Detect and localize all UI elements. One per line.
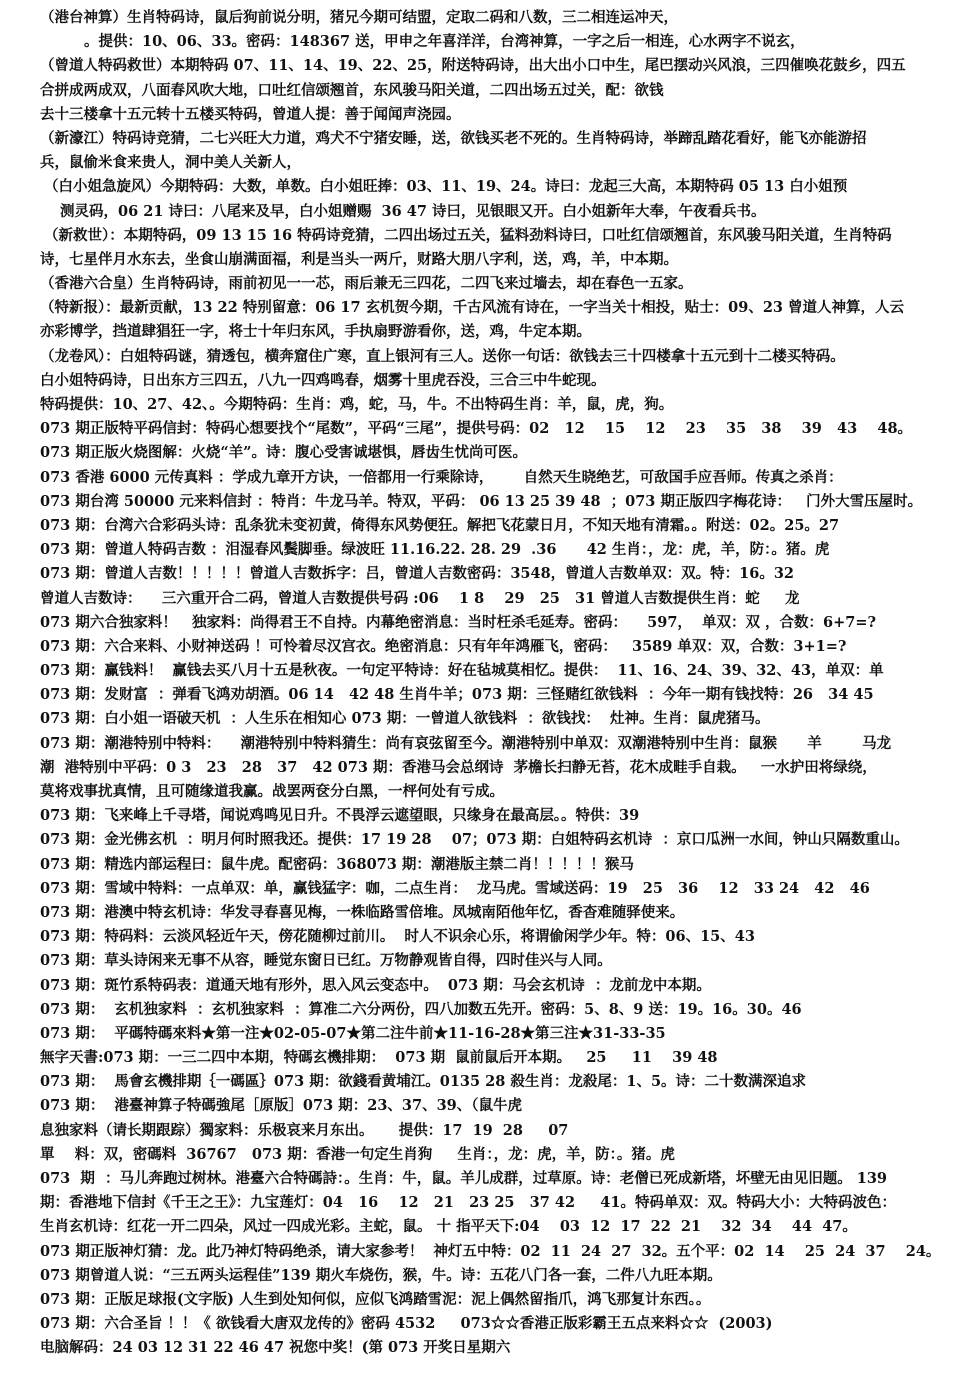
text-line: 073 期：白小姐一语破天机 ：人生乐在相知心 073 期：一曾道人欲钱料 ：欲钱找： 灶神。生肖：鼠虎猪马。: [40, 710, 770, 728]
text-line: 073 期：斑竹系特码表：道通天地有形外，思入风云变态中。 073 期：马会玄机诗 ：龙前龙中本期。: [40, 976, 711, 994]
text-line: 073 期： 馬會玄機排期｛一碼區｝073 期：欲錢看黄埔江。0135 28 殺生肖：龙殺尾：1、5。诗：二十数满深追求: [40, 1073, 807, 1091]
text-line: 去十三楼拿十五元转十五楼买特码，曾道人提：善于闻闻声浇园。: [40, 105, 461, 123]
text-line: 073 期：六合圣旨 ！！《 欲钱看大唐双龙传的》密码 4532 073☆☆香港正版彩霸王五点来料☆☆ (2003): [40, 1315, 773, 1333]
text-line: 电脑解码：24 03 12 31 22 46 47 祝您中奖！(第 073 开奖日星期六: [40, 1339, 511, 1357]
text-line: 合拼成两成双，八面春风吹大地，口吐红信颂翘首，东风骏马阳关道，二四出场五过关，配：欲钱: [40, 81, 664, 99]
text-line: 073 香港 6000 元传真料 ：学成九章开方诀，一倍都用一行乘除诗， 自然天生晓绝艺，可敌国手应吾师。传真之杀肖：: [40, 468, 843, 486]
text-line: 。提供：10、06、33。密码：148367 送，甲申之年喜洋洋，台湾神算，一字之后一相连，心水两字不说玄，: [84, 33, 805, 51]
text-line: 073 期正版神灯猜：龙。此乃神灯特码绝杀，请大家参考！ 神灯五中特：02 11 24 27 32。五个平：02 14 25 24 37 24。: [40, 1242, 941, 1260]
text-line: 兵，鼠偷米食来贵人，洞中美人关新人，: [40, 154, 301, 172]
text-line: 073 期：金光佛玄机 ：明月何时照我还。提供：17 19 28 07；073 期：白姐特码玄机诗 ：京口瓜洲一水间，钟山只隔数重山。: [40, 831, 909, 849]
text-line: （港台神算）生肖特码诗，鼠后狗前说分明，猪兄今期可结盟，定取二码和八数，三二相连运冲天，: [40, 9, 678, 26]
text-line: 073 期正版特平码信封：特码心想要找个“尾数”，平码“三尾”，提供号码：02 12 15 12 23 35 38 39 43 48。: [40, 420, 913, 438]
text-line: （新濠江）特码诗竞猜，二七兴旺大力道，鸡犬不宁猪安睡，送，欲钱买老不死的。生肖特码诗，举蹄乱踏花看好，能飞亦能游招: [40, 129, 867, 147]
text-line: （新救世）：本期特码，09 13 15 16 特码诗竞猜，二四出场过五关，猛料劲料诗曰，口吐红信颂翘首，东风骏马阳关道，生肖特码: [44, 226, 892, 244]
text-line: （特新报）：最新贡献，13 22 特别留意：06 17 玄机贺今期，千古风流有诗在，一字当关十相投，贴士：09、23 曾道人神算，人云: [40, 299, 905, 317]
text-line: 073 期 ：马儿奔跑过树林。港臺六合特碼詩：。生肖：牛，鼠。羊儿成群，过草原。诗：老僧已死成新塔，坏壁无由见旧题。 139: [40, 1170, 888, 1187]
document-page: [0, 6, 976, 1386]
text-line: 073 期： 港臺神算子特碼強尾［原版］073 期：23、37、39、（鼠牛虎: [40, 1097, 523, 1115]
text-line: 073 期：雪域中特料：一点单双：单，赢钱猛字：咖，二点生肖： 龙马虎。雪域送码：19 25 36 12 33 24 42 46: [40, 879, 870, 897]
text-line: 潮 港特别中平码：0 3 23 28 37 42 073 期：香港马会总纲诗 茅檐长扫静无苔，花木成畦手自栽。 一水护田将绿绕，: [40, 758, 877, 776]
text-line: 莫将戏事扰真情，且可随缘道我赢。战罢两奁分白黑，一枰何处有亏成。: [40, 783, 504, 800]
text-line: 曾道人吉数诗： 三六重开合二码，曾道人吉数提供号码 :06 1 8 29 25 31 曾道人吉数提供生肖：蛇 龙: [40, 589, 800, 607]
text-line: 期：香港地下信封《千王之王》：九宝莲灯：04 16 12 21 23 25 37 42 41。特码单双：双。特码大小：大特码波色：: [40, 1194, 896, 1212]
text-line: 特码提供：10、27、42、。今期特码：生肖：鸡，蛇，马，牛。不出特码生肖：羊，鼠，虎，狗。: [40, 396, 674, 413]
text-line: 073 期台湾 50000 元来料信封 ：特肖：牛龙马羊。特双，平码： 06 13 25 39 48 ；073 期正版四字梅花诗： 门外大雪压屋时。: [40, 492, 923, 510]
text-line: 073 期：六合来料、小财神送码 ！可怜着尽汉宫衣。绝密消息：只有年年鸿雁飞，密码： 3589 单双：双，合数：3+1=?: [40, 637, 847, 655]
text-line: 073 期：发财富 ：弹看飞鸿劝胡酒。06 14 42 48 生肖牛羊；073 期：三怪赌红欲钱料 ：今年一期有钱找特：26 34 45: [40, 686, 874, 704]
text-line: 073 期：特码料：云淡风轻近午天，傍花随柳过前川。 时人不识余心乐，将谓偷闲学少年。特：06、15、43: [40, 928, 755, 946]
text-line: 息独家料（请长期跟踪）獨家料：乐极哀来月东出。 提供：17 19 28 07: [40, 1121, 569, 1139]
text-line: （龙卷风）：白姐特码谜，猜透包，横奔窟住广寒，直上银河有三人。送你一句话：欲钱去三十四楼拿十五元到十二楼买特码。: [40, 347, 845, 365]
text-line: 單 料：双，密碼料 36767 073 期：香港一句定生肖狗 生肖：，龙：虎，羊，防：。猪。虎: [40, 1145, 675, 1163]
text-line: 073 期：精选内部运程曰：鼠牛虎。配密码：368073 期：潮港版主禁二肖！！！！！猴马: [40, 855, 634, 873]
text-line: 073 期：潮港特别中特料： 潮港特别中特料猜生：尚有哀弦留至今。潮港特别中单双：双潮港特别中生肖：鼠猴 羊 马龙: [40, 734, 892, 752]
text-line: 無字天書:073 期：一三二四中本期，特碼玄機排期： 073 期 鼠前鼠后开本期。 25 11 39 48: [40, 1049, 718, 1067]
text-line: 073 期：正版足球报(文字版) 人生到处知何似，应似飞鸿踏雪泥：泥上偶然留指爪，鸿飞那复计东西。。: [40, 1290, 711, 1308]
text-line: 073 期：曾道人特码吉数 ：泪湿春风鬓脚垂。绿波旺 11.16.22. 28. 29 .36 42 生肖：，龙：虎，羊，防：。猪。虎: [40, 541, 830, 559]
text-line: 073 期曾道人说：“三五两头运程佳”139 期火车烧伤，猴，牛。诗：五花八门各一套，二件八九旺本期。: [40, 1266, 722, 1284]
text-line: 073 期：飞来峰上千寻塔，闻说鸡鸣见日升。不畏浮云遮望眼，只缘身在最高层。。特供：39: [40, 807, 640, 825]
text-line: 073 期： 玄机独家料 ：玄机独家料 ：算准二六分两份，四八加数五先开。密码：5、8、9 送：19。16。30。46: [40, 1000, 802, 1018]
text-line: （白小姐急旋风）今期特码：大数，单数。白小姐旺捧：03、11、19、24。诗曰：龙起三大高，本期特码 05 13 白小姐预: [44, 178, 848, 196]
text-line: 073 期：台湾六合彩码头诗：乱条犹未变初黄，倚得东风势便狂。解把飞花蒙日月，不知天地有清霜。。附送：02。25。27: [40, 516, 840, 534]
text-line: 诗，七星伴月水东去，坐食山崩满面福，利是当头一两斤，财路大朋八字利，送，鸡，羊，中本期。: [40, 250, 678, 268]
text-line: 073 期： 平碼特碼來料★第一注★02-05-07★第二注牛前★11-16-28★第三注★31-33-35: [40, 1024, 666, 1042]
text-line: （香港六合皇）生肖特码诗，雨前初见一一芯，雨后兼无三四花，二四飞来过墙去，却在春色一五家。: [40, 275, 693, 293]
text-line: 073 期：赢钱料！ 赢钱去买八月十五是秋夜。一句定平特诗：好在毡城莫相忆。提供： 11、16、24、39、32、43，单双：单: [40, 662, 884, 680]
text-line: 生肖玄机诗：红花一开二四朵，风过一四成光彩。主蛇，鼠。 十 指平天下:04 03 12 17 22 21 32 34 44 47。: [40, 1218, 857, 1236]
text-line: 白小姐特码诗，日出东方三四五，八九一四鸡鸣春，烟雾十里虎吞没，三合三中牛蛇现。: [40, 371, 606, 389]
text-line: 073 期六合独家料！ 独家料：尚得君王不自持。内幕绝密消息：当时枉杀毛延寿。密码： 597， 单双：双 ，合数：6+7=?: [40, 613, 877, 631]
text-line: 073 期正版火烧图解：火烧“羊”。诗：腹心受害诚堪惧，唇齿生忧尚可医。: [40, 444, 527, 462]
text-line: 亦彩博学，挡道肆猖狂一字，将士十年归东风，手执扇野游看你，送，鸡，牛定本期。: [40, 323, 591, 341]
text-line: 073 期：曾道人吉数！！！！！曾道人吉数拆字：吕，曾道人吉数密码：3548，曾道人吉数单双：双。特：16。32: [40, 565, 795, 583]
text-line: 073 期：港澳中特玄机诗：华发寻春喜见梅，一株临路雪倍堆。凤城南陌他年忆，香杳难随驿使来。: [40, 903, 685, 921]
text-line: 073 期：草头诗闲来无事不从容，睡觉东窗日已红。万物静观皆自得，四时佳兴与人同。: [40, 952, 612, 970]
text-line: 测灵码，06 21 诗曰：八尾来及早，白小姐赠赐 36 47 诗曰，见银眼又开。白小姐新年大奉，午夜看兵书。: [60, 202, 766, 220]
text-line: （曾道人特码救世）本期特码 07、11、14、19、22、25，附送特码诗，出大出小口中生，尾巴摆动兴风浪，三四催唤花鼓乡，四五: [40, 57, 906, 75]
